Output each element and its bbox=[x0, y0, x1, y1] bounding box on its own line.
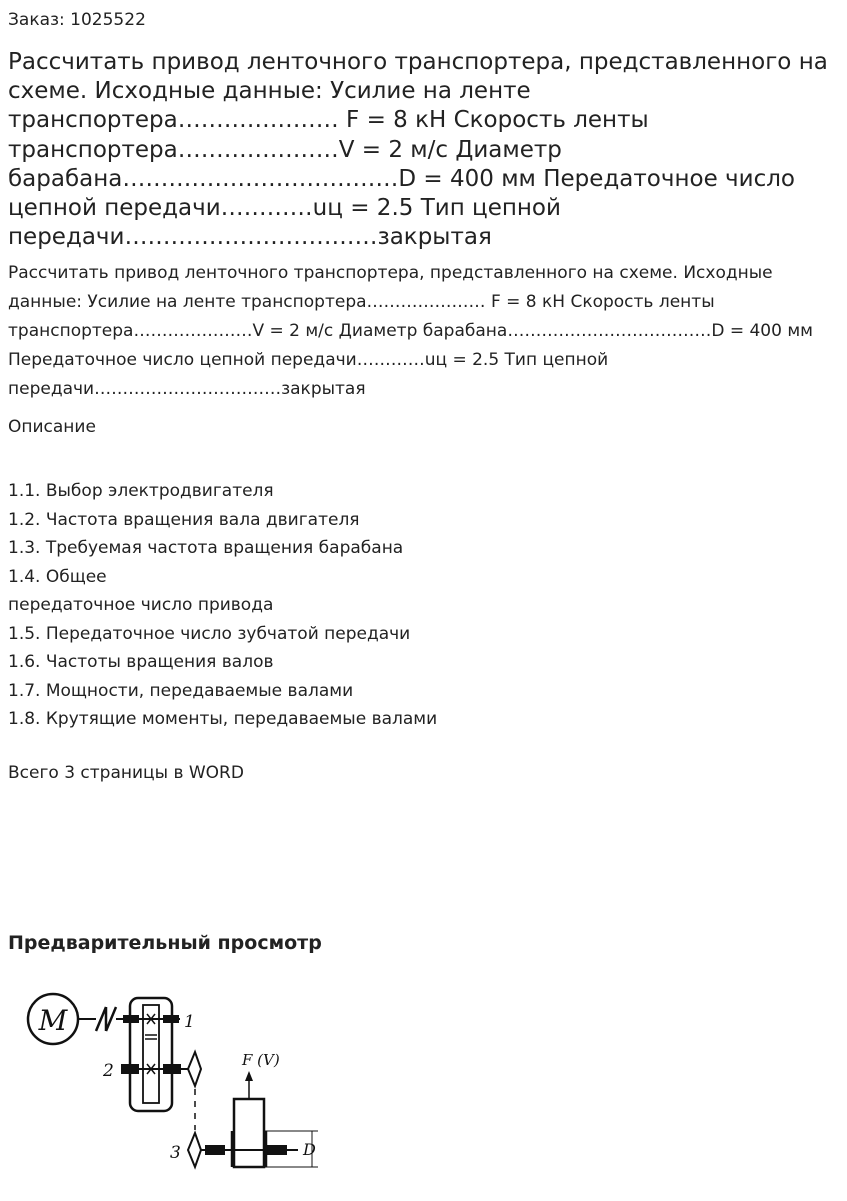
contents-item: 1.3. Требуемая частота вращения барабана bbox=[8, 538, 404, 558]
contents-item: 1.5. Передаточное число зубчатой передачи bbox=[8, 623, 411, 644]
contents-item: 1.6. Частоты вращения валов bbox=[8, 652, 274, 672]
force-label: F (V) bbox=[242, 1051, 280, 1069]
bearing bbox=[164, 1065, 180, 1073]
preview-heading: Предварительный просмотр bbox=[8, 932, 322, 954]
drum bbox=[234, 1099, 264, 1167]
contents-list bbox=[8, 477, 437, 734]
contents-item: 1.4. Общее bbox=[8, 566, 107, 587]
label-3: 3 bbox=[170, 1143, 181, 1163]
drive-scheme-diagram bbox=[20, 985, 330, 1180]
contents-item: 1.1. Выбор электродвигателя bbox=[8, 481, 274, 501]
label-2: 2 bbox=[103, 1061, 114, 1081]
bearing bbox=[206, 1146, 224, 1154]
bearing bbox=[268, 1146, 286, 1154]
contents-item: передаточное число привода bbox=[8, 595, 274, 615]
label-1: 1 bbox=[184, 1012, 195, 1032]
force-arrowhead bbox=[245, 1071, 253, 1081]
order-number: Заказ: 1025522 bbox=[8, 10, 146, 30]
bearing bbox=[164, 1016, 178, 1022]
bearing bbox=[124, 1016, 138, 1022]
page-title: Рассчитать привод ленточного транспортера, представленного на схеме. Исходные данные: Усилие на ленте транспортера………………… F = 8 кН Скорость ленты транспортера…………………V = 2 м/с Диаметр барабана………………………………D = 400 мм Передаточное число цепной передачи…………uц = 2.5 Тип цепной передачи……………………………закрытая bbox=[8, 49, 828, 251]
driven-sprocket bbox=[188, 1133, 201, 1167]
gearbox-housing bbox=[130, 998, 172, 1111]
pages-note: Всего 3 страницы в WORD bbox=[8, 763, 244, 783]
coupling bbox=[96, 1007, 116, 1031]
contents-item: 1.2. Частота вращения вала двигателя bbox=[8, 509, 360, 530]
contents-item: 1.7. Мощности, передаваемые валами bbox=[8, 680, 354, 701]
task-paragraph: Рассчитать привод ленточного транспортера, представленного на схеме. Исходные данные: Усилие на ленте транспортера………………… F = 8 кН Скорость ленты транспортера…………………V = 2 м/с Диаметр барабана………………………………D = 400 мм Передаточное число цепной передачи…………uц = 2.5 Тип цепной передачи……………………………закрытая bbox=[8, 263, 813, 399]
bearing bbox=[122, 1065, 138, 1073]
motor-label: M bbox=[38, 1004, 68, 1037]
contents-item: 1.8. Крутящие моменты, передаваемые валами bbox=[8, 709, 438, 729]
drive-sprocket bbox=[188, 1052, 201, 1086]
description-heading: Описание bbox=[8, 417, 96, 437]
diameter-label: D bbox=[303, 1140, 316, 1159]
